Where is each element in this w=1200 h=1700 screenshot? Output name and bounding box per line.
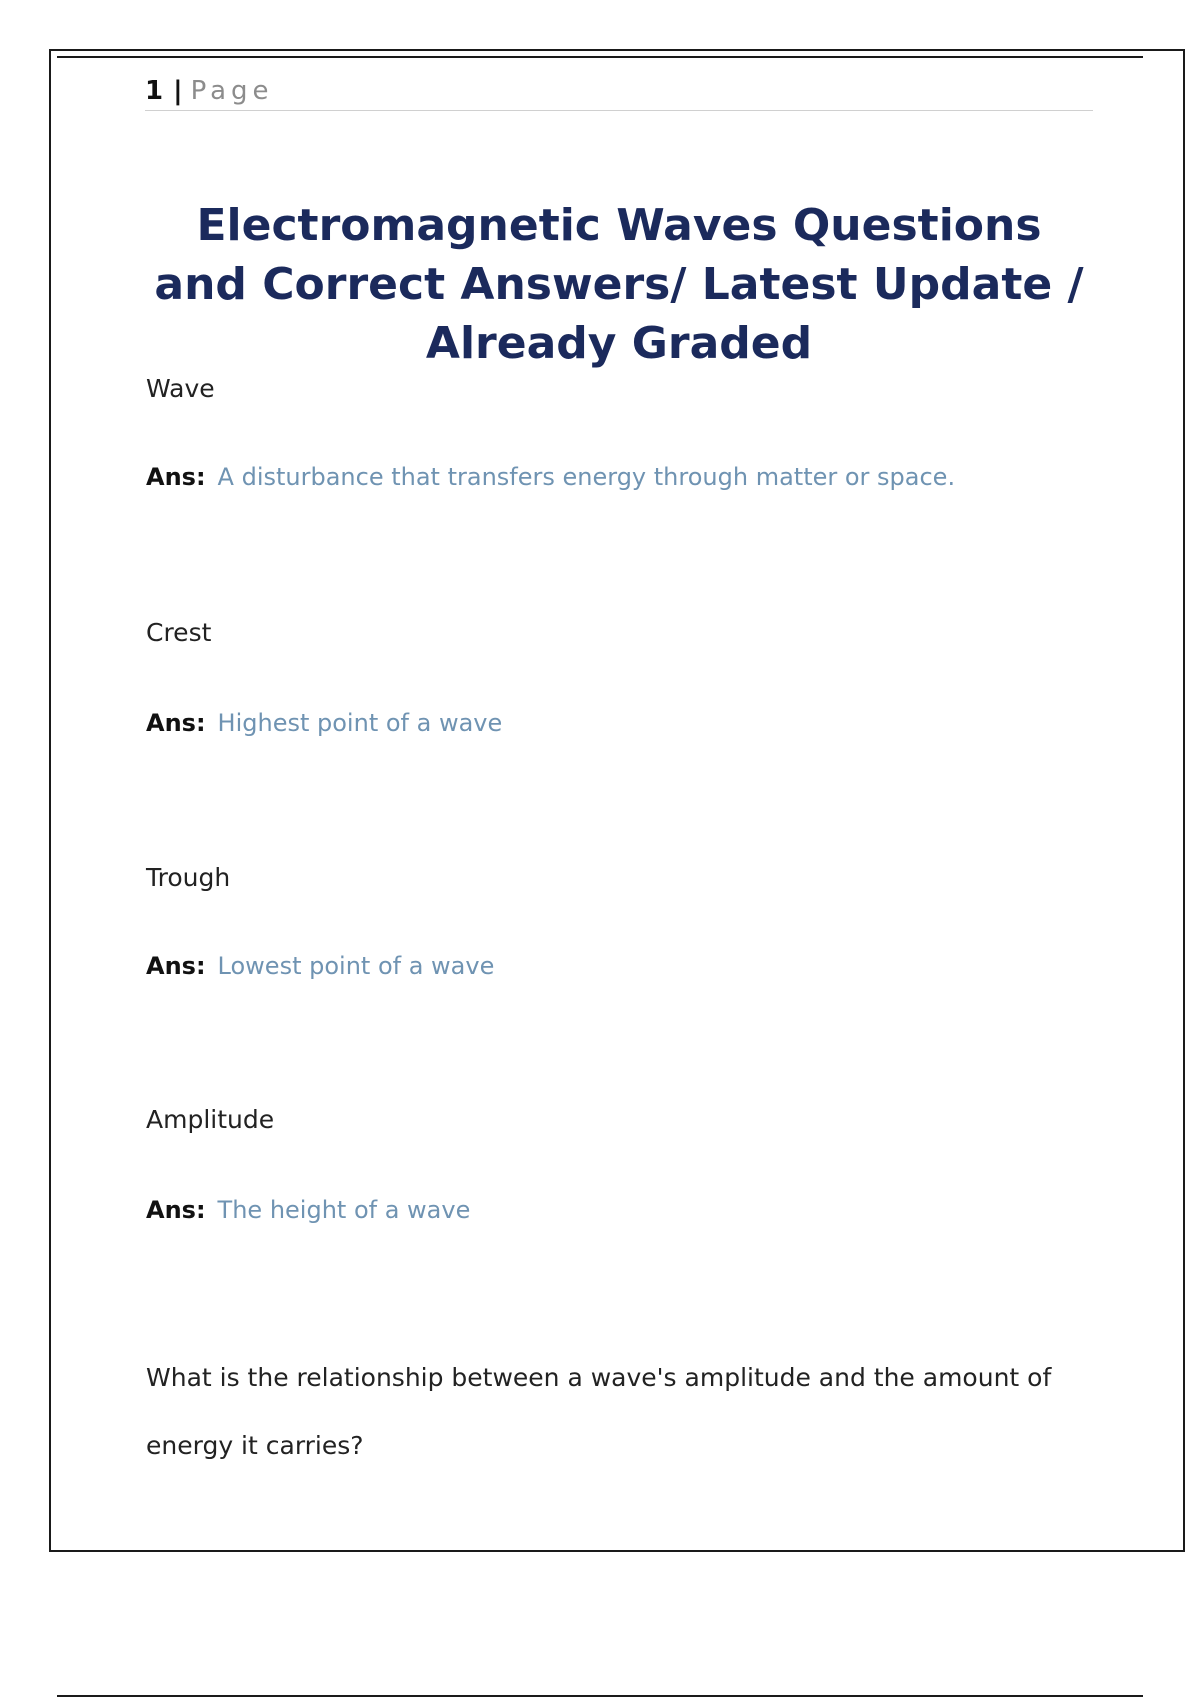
question-amplitude-energy: What is the relationship between a wave's amplitude and the amount of energy it carries? — [146, 1363, 1052, 1460]
qa-item-trough — [146, 861, 1106, 983]
answer-text: A disturbance that transfers energy through matter or space. — [217, 463, 956, 491]
question-text: Amplitude — [146, 1105, 275, 1134]
answer-line — [146, 460, 1106, 494]
question-text: Wave — [146, 374, 215, 403]
answer-text: The height of a wave — [217, 1196, 471, 1224]
answer-line — [146, 1193, 1106, 1227]
answer-text: Lowest point of a wave — [217, 952, 495, 980]
question-text: Trough — [146, 863, 231, 892]
answer-line — [146, 949, 1106, 983]
page-number: 1 — [145, 76, 164, 106]
qa-item-crest — [146, 616, 1106, 740]
answer-line — [146, 706, 1106, 740]
ans-label: Ans: — [146, 709, 206, 737]
page-label: Page — [190, 76, 274, 106]
bottom-rule — [57, 1695, 1143, 1697]
ans-label: Ans: — [146, 463, 206, 491]
ans-label: Ans: — [146, 1196, 206, 1224]
qa-item-amplitude — [146, 1103, 1106, 1227]
document-title: Electromagnetic Waves Questions and Correct Answers/ Latest Update / Already Graded — [154, 200, 1084, 369]
question-text: Crest — [146, 618, 212, 647]
page-separator: | — [173, 76, 183, 106]
answer-text: Highest point of a wave — [217, 709, 503, 737]
ans-label: Ans: — [146, 952, 206, 980]
page-header — [145, 74, 1093, 111]
qa-item-wave — [146, 372, 1106, 494]
